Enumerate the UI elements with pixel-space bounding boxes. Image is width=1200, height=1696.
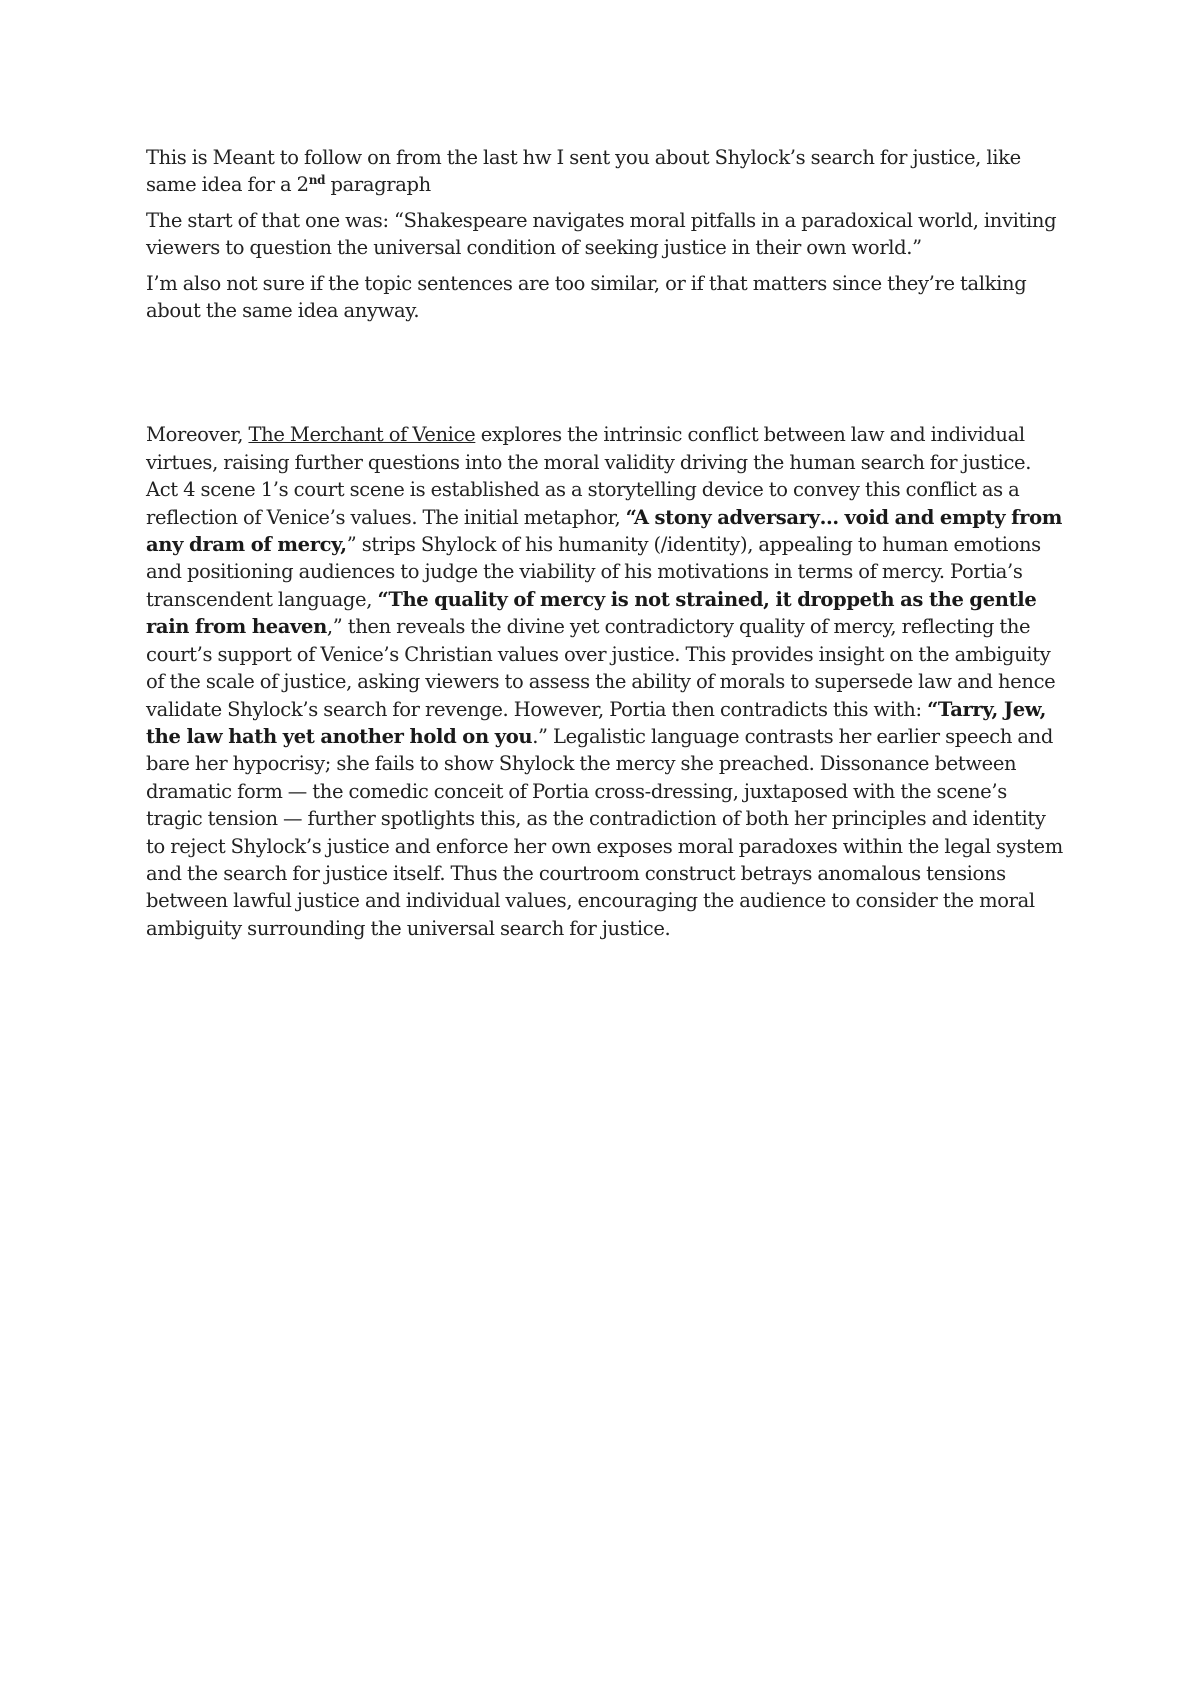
note-text-end: paragraph xyxy=(325,173,431,197)
essay-text: explores the intrinsic conflict between law and individual virtues, raising further questions into the moral validity driving the human search for justice. Act 4 scene 1’s court scene is established as a storytelling device to convey this conflict as a reflection of Venice’s values. The initial metaphor, xyxy=(146,423,1032,529)
essay-text: ” strips Shylock of his humanity (/identity), appealing to human emotions and positioning audiences to judge the viability of his motivations in terms of mercy. Portia’s transcendent language, xyxy=(146,533,1041,611)
quote-tarry-jew: “Tarry, Jew, the law hath yet another hold on you xyxy=(146,697,1047,748)
quote-stony-adversary: “A stony adversary… void and empty from any dram of mercy, xyxy=(146,505,1063,557)
essay-text: ,” then reveals the divine yet contradictory quality of mercy, reflecting the court’s support of Venice’s Christian values over justice. This provides insight on the ambiguity of the scale of justice, asking viewers to assess the ability of morals to supersede law and hence validate Shylock’s search for revenge. However, Portia then contradicts this with: xyxy=(146,615,1056,721)
note-paragraph-topic-question: I’m also not sure if the topic sentences are too similar, or if that matters since they’re talking about the same idea anyway. xyxy=(146,271,1027,323)
note-paragraph-context xyxy=(146,144,1066,199)
essay-text: Moreover, xyxy=(146,423,249,447)
essay-text: .” Legalistic language contrasts her earlier speech and bare her hypocrisy; she fails to show Shylock the mercy she preached. Dissonance between dramatic form — the comedic conceit of Portia cross-dressing, juxtaposed with the scene’s tragic tension — further spotlights this, as the contradiction of both her principles and identity to reject Shylock’s justice and enforce her own exposes moral paradoxes within the legal system and the search for justice itself. Thus the courtroom construct betrays anomalous tensions between lawful justice and individual values, encouraging the audience to consider the moral ambiguity surrounding the universal search for justice. xyxy=(146,724,1063,940)
play-title: The Merchant of Venice xyxy=(248,423,476,447)
note-text: This is Meant to follow on from the last hw I sent you about Shylock’s search for justice, like same idea for a 2 xyxy=(146,146,1021,197)
essay-paragraph xyxy=(146,421,1066,942)
note-paragraph-previous-start: The start of that one was: “Shakespeare navigates moral pitfalls in a paradoxical world, inviting viewers to question the universal condition of seeking justice in their own world.” xyxy=(146,208,1057,260)
quote-quality-of-mercy: “The quality of mercy is not strained, it droppeth as the gentle rain from heaven xyxy=(146,587,1037,639)
ordinal-superscript: nd xyxy=(308,173,326,188)
document-page xyxy=(146,144,1066,942)
